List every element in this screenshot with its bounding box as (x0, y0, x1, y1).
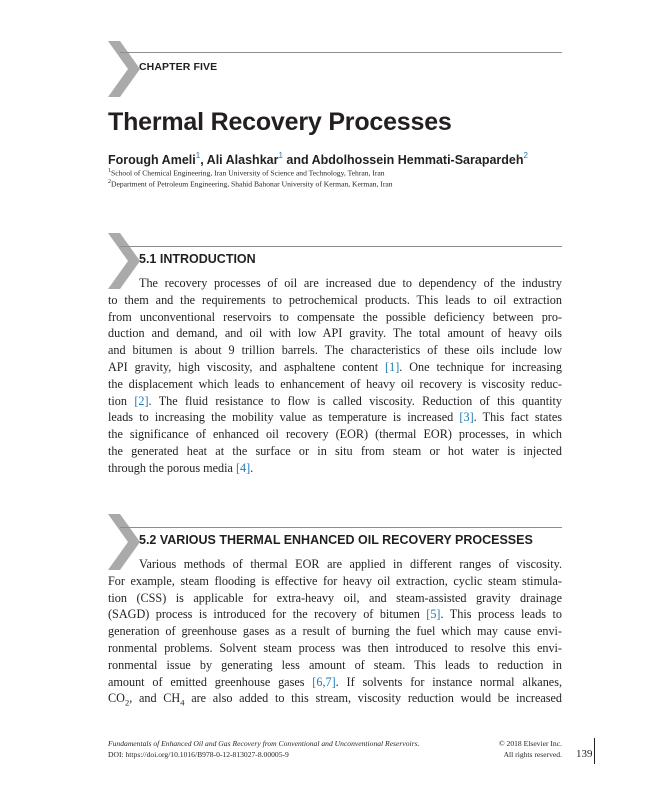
text-line (108, 590, 562, 607)
text-run: ronmental issue by generating less amount of steam. This leads to reduction in (108, 657, 562, 672)
text-run: . One technique for increasing (399, 359, 562, 374)
page-title: Thermal Recovery Processes (108, 108, 452, 136)
text-run: through the porous media (108, 460, 236, 475)
text-line (108, 325, 562, 342)
citation-link[interactable]: [4] (235, 460, 251, 475)
section-rule (120, 246, 562, 247)
text-run: For example, steam flooding is effective for heavy oil extraction, cyclic steam stimula- (108, 573, 562, 588)
text-run: tion (108, 393, 135, 408)
text-run: . If solvents for instance normal alkanes, (335, 674, 562, 689)
text-line (108, 342, 562, 359)
text-line (108, 292, 562, 309)
section-heading: 5.2 VARIOUS THERMAL ENHANCED OIL RECOVERY PROCESSES (139, 533, 533, 547)
text-run: generation of greenhouse gases as a result of burning the fuel which may cause envi- (108, 624, 562, 639)
chapter-rule (120, 52, 562, 53)
text-line (108, 657, 562, 674)
text-line (108, 309, 562, 326)
text-run: . The fluid resistance to flow is called viscosity. Reduction of this quantity (148, 393, 562, 408)
text-run: . This fact states (473, 410, 562, 425)
text-run: . This process leads to (440, 607, 562, 622)
footer-copyright (470, 738, 562, 760)
text-line (108, 606, 562, 623)
citation-link[interactable]: [3] (459, 410, 474, 425)
doi-link[interactable]: DOI: https://doi.org/10.1016/B978-0-12-813027-8.00005-9 (108, 750, 289, 759)
citation-link[interactable]: [1] (385, 359, 400, 374)
text-run: CO (108, 691, 125, 706)
text-run: amount of emitted greenhouse gases (108, 674, 313, 689)
text-run: API gravity, high viscosity, and asphaltene content (108, 359, 386, 374)
text-run: the displacement which leads to enhancement of heavy oil recovery is viscosity reduc- (108, 376, 562, 391)
footer-citation (108, 738, 419, 760)
author-name: and Abdolhossein Hemmati-Sarapardeh (286, 153, 524, 168)
text-run: and bitumen is about 9 trillion barrels. The characteristics of these oils include low (108, 343, 562, 358)
text-line (108, 443, 562, 460)
chapter-chevron-icon (108, 41, 140, 97)
text-line (108, 623, 562, 640)
section-heading: 5.1 INTRODUCTION (139, 252, 256, 266)
section-rule (120, 527, 562, 528)
text-line (108, 690, 562, 707)
copyright: © 2018 Elsevier Inc. (498, 739, 562, 748)
text-run: ronmental problems. Solvent steam process was then introduced to resolve this envi- (108, 640, 562, 655)
author-name: Ali Alashkar (206, 153, 279, 168)
rights: All rights reserved. (503, 750, 562, 759)
text-line (108, 275, 562, 292)
affiliation: $^2$Department of Petroleum Engineering, Shahid Bahonar University of Kerman, Kerman, Iran (108, 179, 393, 189)
text-run: duction and demand, and oil with low API gravity. The total amount of heavy oils (108, 326, 562, 341)
text-run: tion (CSS) is applicable for extra-heavy oil, and steam-assisted gravity drainage (108, 590, 562, 605)
text-run: leads to increasing the mobility value as temperature is increased (108, 410, 460, 425)
text-run: the significance of enhanced oil recovery (EOR) (thermal EOR) processes, in which (108, 427, 562, 442)
page-number: 139 (576, 748, 593, 760)
text-run: . (250, 460, 254, 475)
subscript: 4 (180, 697, 185, 708)
text-line (108, 674, 562, 691)
author-affil-ref[interactable]: 1 (278, 151, 283, 160)
author-affil-ref[interactable]: 2 (523, 151, 528, 160)
author-affil-ref[interactable]: 1 (195, 151, 201, 160)
page-number-rule (594, 738, 595, 764)
text-run: to them and the requirements to petrochemical products. This leads to oil extraction (108, 292, 562, 307)
text-run: (SAGD) process is introduced for the recovery of bitumen (108, 607, 427, 622)
citation-link[interactable]: [6,7] (312, 674, 336, 689)
text-line (108, 393, 562, 410)
chapter-label: CHAPTER FIVE (139, 61, 218, 73)
text-run: are also added to this stream, viscosity reduction would be increased (184, 691, 563, 706)
text-line (108, 640, 562, 657)
author-name: Forough Ameli (108, 153, 196, 168)
text-run: , and CH (129, 691, 181, 706)
text-line (108, 359, 562, 376)
section-body (108, 275, 562, 477)
section-body (108, 556, 562, 707)
text-line (108, 376, 562, 393)
text-run: from unconventional reservoirs to compensate the possible deficiency between pro- (108, 309, 562, 324)
author-list: Forough Ameli$^1$, Ali Alashkar$^1$ and Abdolhossein Hemmati-Sarapardeh$^2$ (108, 151, 528, 168)
text-line (108, 556, 562, 573)
text-line (108, 426, 562, 443)
text-line (108, 409, 562, 426)
text-run: the generated heat at the surface or in situ from steam or hot water is injected (108, 443, 562, 458)
text-line (108, 460, 562, 477)
text-run: The recovery processes of oil are increased due to dependency of the industry (139, 276, 562, 290)
citation-link[interactable]: [2] (134, 393, 149, 408)
subscript: 2 (124, 697, 130, 708)
text-line (108, 573, 562, 590)
citation-link[interactable]: [5] (426, 607, 441, 622)
affiliation: $^1$School of Chemical Engineering, Iran University of Science and Technology, Tehran, Iran (108, 168, 385, 178)
book-title: Fundamentals of Enhanced Oil and Gas Recovery from Conventional and Unconventional Reservoirs. (108, 739, 420, 748)
text-run: Various methods of thermal EOR are applied in different ranges of viscosity. (139, 557, 562, 571)
